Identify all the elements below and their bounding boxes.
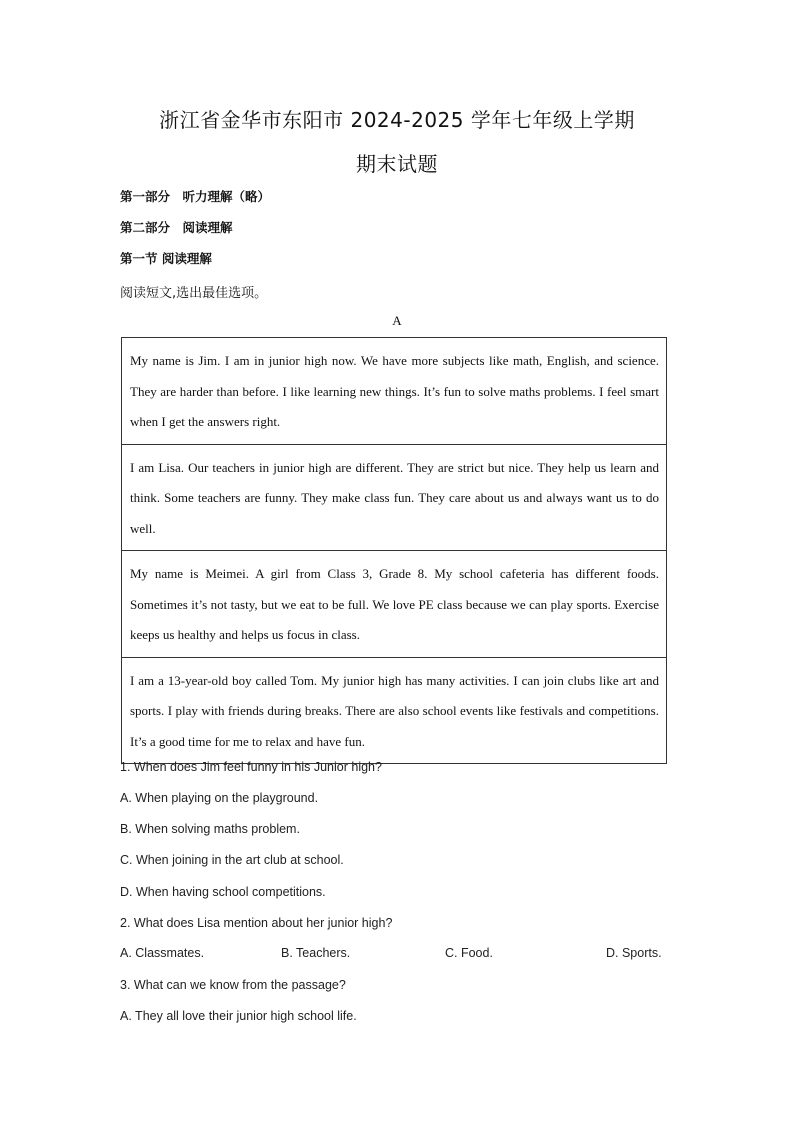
passage-paragraph-lisa: I am Lisa. Our teachers in junior high are different. They are strict but nice. They help us learn and think. Some teachers are funny. They make class fun. They care about us and always want us to do well. (122, 445, 666, 552)
page-title: 浙江省金华市东阳市 2024-2025 学年七年级上学期 (159, 108, 635, 132)
section-part1-heading: 第一部分 听力理解（略） (120, 189, 271, 204)
question-2-option-a: A. Classmates. (120, 946, 205, 960)
question-2-stem: 2. What does Lisa mention about her junior high? (120, 916, 393, 930)
question-2-option-b: B. Teachers. (281, 946, 351, 960)
question-2-option-c: C. Food. (445, 946, 493, 960)
section1-heading: 第一节 阅读理解 (120, 251, 212, 266)
passage-table (121, 337, 667, 764)
question-2-option-d: D. Sports. (606, 946, 662, 960)
passage-paragraph-jim: My name is Jim. I am in junior high now. We have more subjects like math, English, and science. They are harder than before. I like learning new things. It’s fun to solve maths problems. I feel smart when I get the answers right. (122, 338, 666, 445)
question-1-option-b: B. When solving maths problem. (120, 822, 300, 836)
page-subtitle: 期末试题 (356, 152, 438, 176)
question-1-option-d: D. When having school competitions. (120, 885, 326, 899)
instruction-text: 阅读短文,选出最佳选项。 (120, 286, 268, 301)
section-part2-heading: 第二部分 阅读理解 (120, 220, 233, 235)
question-1-option-c: C. When joining in the art club at school. (120, 853, 344, 867)
passage-label: A (392, 313, 402, 328)
question-3-stem: 3. What can we know from the passage? (120, 978, 346, 992)
passage-paragraph-tom: I am a 13-year-old boy called Tom. My junior high has many activities. I can join clubs like art and sports. I play with friends during breaks. There are also school events like festivals and competitions. It’s a good time for me to relax and have fun. (130, 672, 659, 749)
question-1-stem: 1. When does Jim feel funny in his Junior high? (120, 760, 382, 774)
passage-paragraph-meimei: My name is Meimei. A girl from Class 3, Grade 8. My school cafeteria has different foods. Sometimes it’s not tasty, but we eat to be full. We love PE class because we can play sports. Exercise keeps us healthy and helps us focus in class. (122, 551, 666, 658)
question-3-option-a: A. They all love their junior high school life. (120, 1009, 357, 1023)
question-1-option-a: A. When playing on the playground. (120, 791, 319, 805)
